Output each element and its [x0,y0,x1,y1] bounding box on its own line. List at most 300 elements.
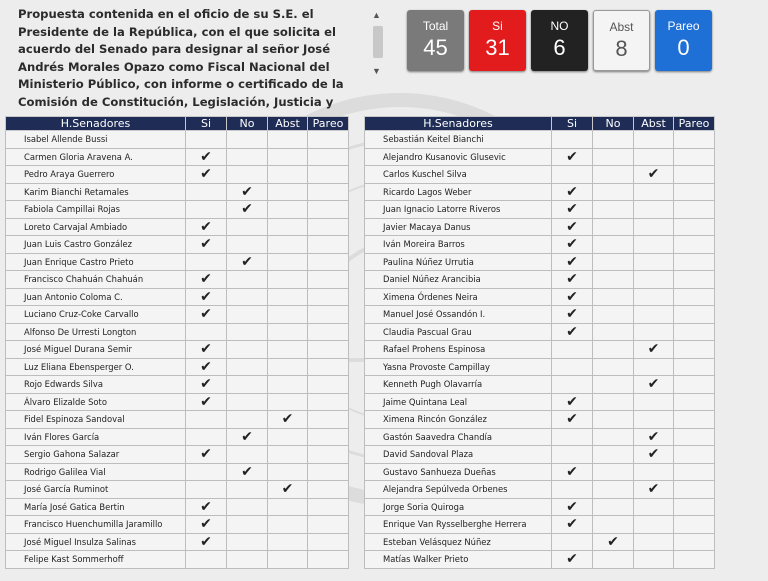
vote-cell-no [227,428,268,446]
senator-name: Kenneth Pugh Olavarría [365,376,552,394]
vote-cell-no [227,306,268,324]
vote-cell-abst [634,183,674,201]
vote-cell-abst [634,358,674,376]
senator-name: Sergio Gahona Salazar [6,446,186,464]
check-icon: ✔ [566,201,578,218]
senator-name: Carlos Kuschel Silva [365,166,552,184]
si-counter [469,10,526,71]
vote-cell-si [186,306,227,324]
senator-name: Loreto Carvajal Ambiado [6,218,186,236]
senator-name: Iván Flores García [6,428,186,446]
senator-name: Ricardo Lagos Weber [365,183,552,201]
senator-row [365,148,715,166]
vote-cell-pareo [674,428,715,446]
vote-cell-pareo [674,533,715,551]
vote-cell-si [552,498,593,516]
senator-name: Carmen Gloria Aravena A. [6,148,186,166]
vote-cell-si [186,463,227,481]
vote-cell-no [593,516,634,534]
vote-cell-no [593,148,634,166]
senator-name: Juan Luis Castro González [6,236,186,254]
col-header-name: H.Senadores [6,117,186,131]
vote-cell-no [593,306,634,324]
vote-cell-si [552,446,593,464]
senator-name: Iván Moreira Barros [365,236,552,254]
vote-cell-si [552,271,593,289]
vote-cell-pareo [308,428,349,446]
check-icon: ✔ [200,288,212,305]
senator-row [365,271,715,289]
check-icon: ✔ [647,376,660,393]
check-icon: ✔ [566,253,578,270]
vote-cell-no [593,551,634,569]
senator-name: Alejandra Sepúlveda Orbenes [365,481,552,499]
col-header-no: No [593,117,634,131]
vote-cell-si [186,551,227,569]
vote-cell-abst [634,481,674,499]
col-header-no: No [227,117,268,131]
senator-name: Isabel Allende Bussi [6,131,186,149]
senator-row [6,323,349,341]
vote-cell-no [593,166,634,184]
vote-cell-si [552,358,593,376]
vote-cell-abst [268,306,308,324]
senator-row [365,323,715,341]
vote-cell-abst [268,551,308,569]
vote-cell-si [186,358,227,376]
senator-name: Karim Bianchi Retamales [6,183,186,201]
senator-name: Pedro Araya Guerrero [6,166,186,184]
senator-name: Juan Enrique Castro Prieto [6,253,186,271]
col-header-abst: Abst [634,117,674,131]
vote-cell-abst [268,271,308,289]
vote-cell-no [227,376,268,394]
senator-name: Gastón Saavedra Chandía [365,428,552,446]
vote-cell-pareo [674,411,715,429]
vote-cell-abst [268,288,308,306]
vote-cell-si [552,183,593,201]
check-icon: ✔ [566,393,578,410]
senator-row [365,463,715,481]
vote-cell-pareo [674,463,715,481]
vote-cell-no [227,218,268,236]
check-icon: ✔ [200,166,212,183]
vote-cell-no [593,323,634,341]
vote-cell-si [552,481,593,499]
senator-row [6,288,349,306]
senator-name: Luz Eliana Ebensperger O. [6,358,186,376]
check-icon: ✔ [566,288,578,305]
vote-cell-si [186,236,227,254]
senator-name: Ximena Órdenes Neira [365,288,552,306]
check-icon: ✔ [566,148,578,165]
vote-cell-si [186,166,227,184]
si-value: 31 [485,35,510,60]
senator-name: José Miguel Insulza Salinas [6,533,186,551]
senator-row [6,446,349,464]
vote-cell-pareo [308,481,349,499]
vote-cell-pareo [674,323,715,341]
vote-cell-si [186,411,227,429]
vote-cell-abst [268,148,308,166]
vote-cell-si [186,253,227,271]
vote-cell-pareo [308,358,349,376]
senator-row [365,393,715,411]
vote-cell-abst [634,551,674,569]
vote-cell-no [593,218,634,236]
vote-cell-pareo [308,446,349,464]
check-icon: ✔ [647,341,660,358]
col-header-si: Si [552,117,593,131]
check-icon: ✔ [200,516,212,533]
vote-cell-si [186,516,227,534]
senator-name: Juan Antonio Coloma C. [6,288,186,306]
vote-cell-abst [634,393,674,411]
vote-cell-no [593,463,634,481]
senator-name: María José Gatica Bertin [6,498,186,516]
vote-cell-pareo [308,148,349,166]
senator-row [365,236,715,254]
vote-cell-pareo [308,183,349,201]
senator-row [365,358,715,376]
senator-row [6,201,349,219]
total-label: Total [422,19,449,33]
vote-cell-no [593,358,634,376]
check-icon: ✔ [200,271,212,288]
vote-cell-pareo [308,393,349,411]
check-icon: ✔ [200,376,212,393]
senator-row [6,516,349,534]
si-label: Si [492,19,503,33]
vote-header [0,0,768,109]
description-scrollbar[interactable] [373,26,383,58]
senator-name: Luciano Cruz-Coke Carvallo [6,306,186,324]
vote-cell-si [186,428,227,446]
chevron-up-icon[interactable]: ▲ [372,10,381,20]
senator-name: Paulina Núñez Urrutia [365,253,552,271]
senator-row [6,358,349,376]
check-icon: ✔ [566,236,578,253]
vote-cell-pareo [674,341,715,359]
vote-cell-pareo [308,131,349,149]
check-icon: ✔ [241,463,253,480]
vote-cell-abst [634,376,674,394]
check-icon: ✔ [200,446,212,463]
vote-cell-pareo [674,376,715,394]
check-icon: ✔ [566,498,578,515]
senator-row [365,551,715,569]
vote-cell-abst [634,271,674,289]
vote-cell-no [227,498,268,516]
senator-row [365,183,715,201]
senator-row [365,306,715,324]
vote-cell-pareo [674,498,715,516]
vote-cell-si [552,323,593,341]
no-label: NO [550,19,569,33]
vote-cell-si [186,393,227,411]
vote-description: Propuesta contenida en el oficio de su S.E. el Presidente de la República, con el que solicita el acuerdo del Senado para designar al señor José Andrés Morales Opazo como Fiscal Nacional del Ministerio Público, con informe o certificado de la Comisión de Constitución, Legislación, Justicia y [18,7,344,109]
vote-cell-si [552,236,593,254]
vote-cell-si [552,166,593,184]
senator-row [6,376,349,394]
senator-row [365,428,715,446]
vote-cell-pareo [308,533,349,551]
vote-cell-no [227,533,268,551]
vote-cell-abst [268,358,308,376]
vote-cell-abst [634,166,674,184]
vote-cell-abst [634,428,674,446]
vote-cell-pareo [674,183,715,201]
senator-row [365,533,715,551]
senator-name: Francisco Huenchumilla Jaramillo [6,516,186,534]
senator-name: José García Ruminot [6,481,186,499]
vote-cell-no [593,376,634,394]
vote-cell-si [552,131,593,149]
vote-cell-pareo [674,288,715,306]
vote-cell-no [593,253,634,271]
vote-cell-pareo [308,498,349,516]
vote-cell-pareo [674,551,715,569]
check-icon: ✔ [241,428,253,445]
vote-cell-abst [268,131,308,149]
vote-cell-no [227,148,268,166]
no-value: 6 [553,35,566,60]
senator-row [6,533,349,551]
vote-cell-no [227,323,268,341]
vote-cell-si [552,201,593,219]
check-icon: ✔ [566,323,578,340]
senator-row [6,481,349,499]
senator-row [6,166,349,184]
check-icon: ✔ [647,481,660,498]
col-header-pareo: Pareo [308,117,349,131]
vote-cell-abst [634,446,674,464]
vote-cell-si [186,446,227,464]
check-icon: ✔ [241,201,253,218]
vote-cell-no [593,533,634,551]
senator-name: Rafael Prohens Espinosa [365,341,552,359]
vote-cell-pareo [308,306,349,324]
vote-cell-abst [268,481,308,499]
check-icon: ✔ [566,411,578,428]
vote-cell-abst [634,218,674,236]
vote-cell-no [593,271,634,289]
vote-cell-abst [634,148,674,166]
vote-cell-pareo [674,271,715,289]
vote-cell-no [227,551,268,569]
senator-name: Daniel Núñez Arancibia [365,271,552,289]
vote-cell-abst [268,166,308,184]
check-icon: ✔ [647,428,660,445]
senator-row [365,376,715,394]
senator-name: Alejandro Kusanovic Glusevic [365,148,552,166]
check-icon: ✔ [647,166,660,183]
check-icon: ✔ [281,481,294,498]
senators-table-right [364,116,715,569]
vote-cell-pareo [308,376,349,394]
senator-name: Sebastián Keitel Bianchi [365,131,552,149]
vote-cell-si [552,148,593,166]
senator-row [6,218,349,236]
vote-cell-no [227,393,268,411]
vote-cell-si [552,218,593,236]
vote-cell-no [227,516,268,534]
senator-row [365,253,715,271]
check-icon: ✔ [200,358,212,375]
senator-row [365,341,715,359]
vote-cell-si [186,288,227,306]
vote-cell-si [552,288,593,306]
vote-cell-abst [268,236,308,254]
col-header-si: Si [186,117,227,131]
senator-name: Ximena Rincón González [365,411,552,429]
vote-cell-pareo [674,201,715,219]
senators-table-left [5,116,349,569]
vote-cell-si [186,183,227,201]
vote-cell-si [186,481,227,499]
col-header-name: H.Senadores [365,117,552,131]
check-icon: ✔ [200,341,212,358]
vote-cell-abst [268,201,308,219]
vote-cell-abst [268,376,308,394]
check-icon: ✔ [566,271,578,288]
senator-row [6,411,349,429]
pareo-counter [655,10,712,71]
vote-cell-pareo [674,131,715,149]
vote-cell-abst [268,253,308,271]
vote-cell-si [186,323,227,341]
vote-cell-si [552,516,593,534]
vote-cell-no [227,183,268,201]
vote-cell-si [552,533,593,551]
vote-cell-abst [634,498,674,516]
vote-cell-pareo [308,411,349,429]
vote-cell-abst [268,498,308,516]
vote-cell-abst [634,131,674,149]
check-icon: ✔ [200,218,212,235]
vote-cell-no [593,201,634,219]
vote-cell-no [227,481,268,499]
vote-cell-no [593,446,634,464]
vote-cell-si [552,393,593,411]
check-icon: ✔ [607,533,619,550]
senator-name: Claudia Pascual Grau [365,323,552,341]
vote-cell-no [227,358,268,376]
vote-cell-pareo [674,481,715,499]
senator-name: Manuel José Ossandón I. [365,306,552,324]
vote-cell-pareo [674,166,715,184]
vote-cell-abst [634,463,674,481]
vote-cell-abst [268,533,308,551]
vote-cell-si [186,131,227,149]
senator-row [365,498,715,516]
senator-row [365,201,715,219]
vote-cell-pareo [674,218,715,236]
senator-name: Jaime Quintana Leal [365,393,552,411]
no-counter [531,10,588,71]
senator-name: Juan Ignacio Latorre Riveros [365,201,552,219]
vote-cell-no [227,236,268,254]
vote-cell-si [552,306,593,324]
senator-row [365,481,715,499]
vote-cell-si [552,376,593,394]
pareo-value: 0 [677,35,690,60]
vote-cell-no [593,288,634,306]
check-icon: ✔ [200,306,212,323]
vote-cell-abst [268,393,308,411]
senator-name: Fabiola Campillai Rojas [6,201,186,219]
vote-cell-pareo [674,393,715,411]
vote-cell-abst [634,306,674,324]
senator-name: Rojo Edwards Silva [6,376,186,394]
senator-name: Felipe Kast Sommerhoff [6,551,186,569]
abst-value: 8 [615,36,628,61]
check-icon: ✔ [200,533,212,550]
senator-row [6,341,349,359]
vote-cell-abst [634,516,674,534]
vote-cell-pareo [308,288,349,306]
col-header-abst: Abst [268,117,308,131]
vote-cell-no [593,393,634,411]
vote-cell-no [227,166,268,184]
vote-cell-pareo [308,236,349,254]
vote-cell-si [552,253,593,271]
vote-cell-pareo [674,358,715,376]
senator-row [6,393,349,411]
vote-cell-pareo [674,148,715,166]
check-icon: ✔ [566,306,578,323]
vote-cell-si [552,428,593,446]
senator-row [365,411,715,429]
vote-cell-no [227,201,268,219]
senator-row [6,253,349,271]
senator-name: Francisco Chahuán Chahuán [6,271,186,289]
vote-cell-pareo [308,271,349,289]
senator-row [365,288,715,306]
vote-cell-si [186,148,227,166]
check-icon: ✔ [200,148,212,165]
abst-label: Abst [609,20,634,34]
vote-cell-no [227,253,268,271]
senator-row [6,551,349,569]
abst-counter [593,10,650,71]
senator-name: Yasna Provoste Campillay [365,358,552,376]
pareo-label: Pareo [667,19,700,33]
vote-cell-pareo [308,201,349,219]
vote-cell-pareo [308,166,349,184]
vote-cell-abst [268,411,308,429]
vote-cell-pareo [674,306,715,324]
senator-row [365,166,715,184]
vote-cell-abst [268,183,308,201]
senator-name: Gustavo Sanhueza Dueñas [365,463,552,481]
vote-cell-no [593,411,634,429]
check-icon: ✔ [200,393,212,410]
vote-cell-abst [634,411,674,429]
vote-cell-no [227,411,268,429]
vote-cell-abst [634,323,674,341]
vote-cell-abst [268,218,308,236]
vote-cell-pareo [674,236,715,254]
chevron-down-icon[interactable]: ▼ [372,66,381,76]
vote-cell-si [186,218,227,236]
vote-cell-no [227,288,268,306]
vote-cell-abst [634,533,674,551]
senator-row [365,446,715,464]
senator-name: David Sandoval Plaza [365,446,552,464]
vote-cell-pareo [674,446,715,464]
senator-name: Esteban Velásquez Núñez [365,533,552,551]
